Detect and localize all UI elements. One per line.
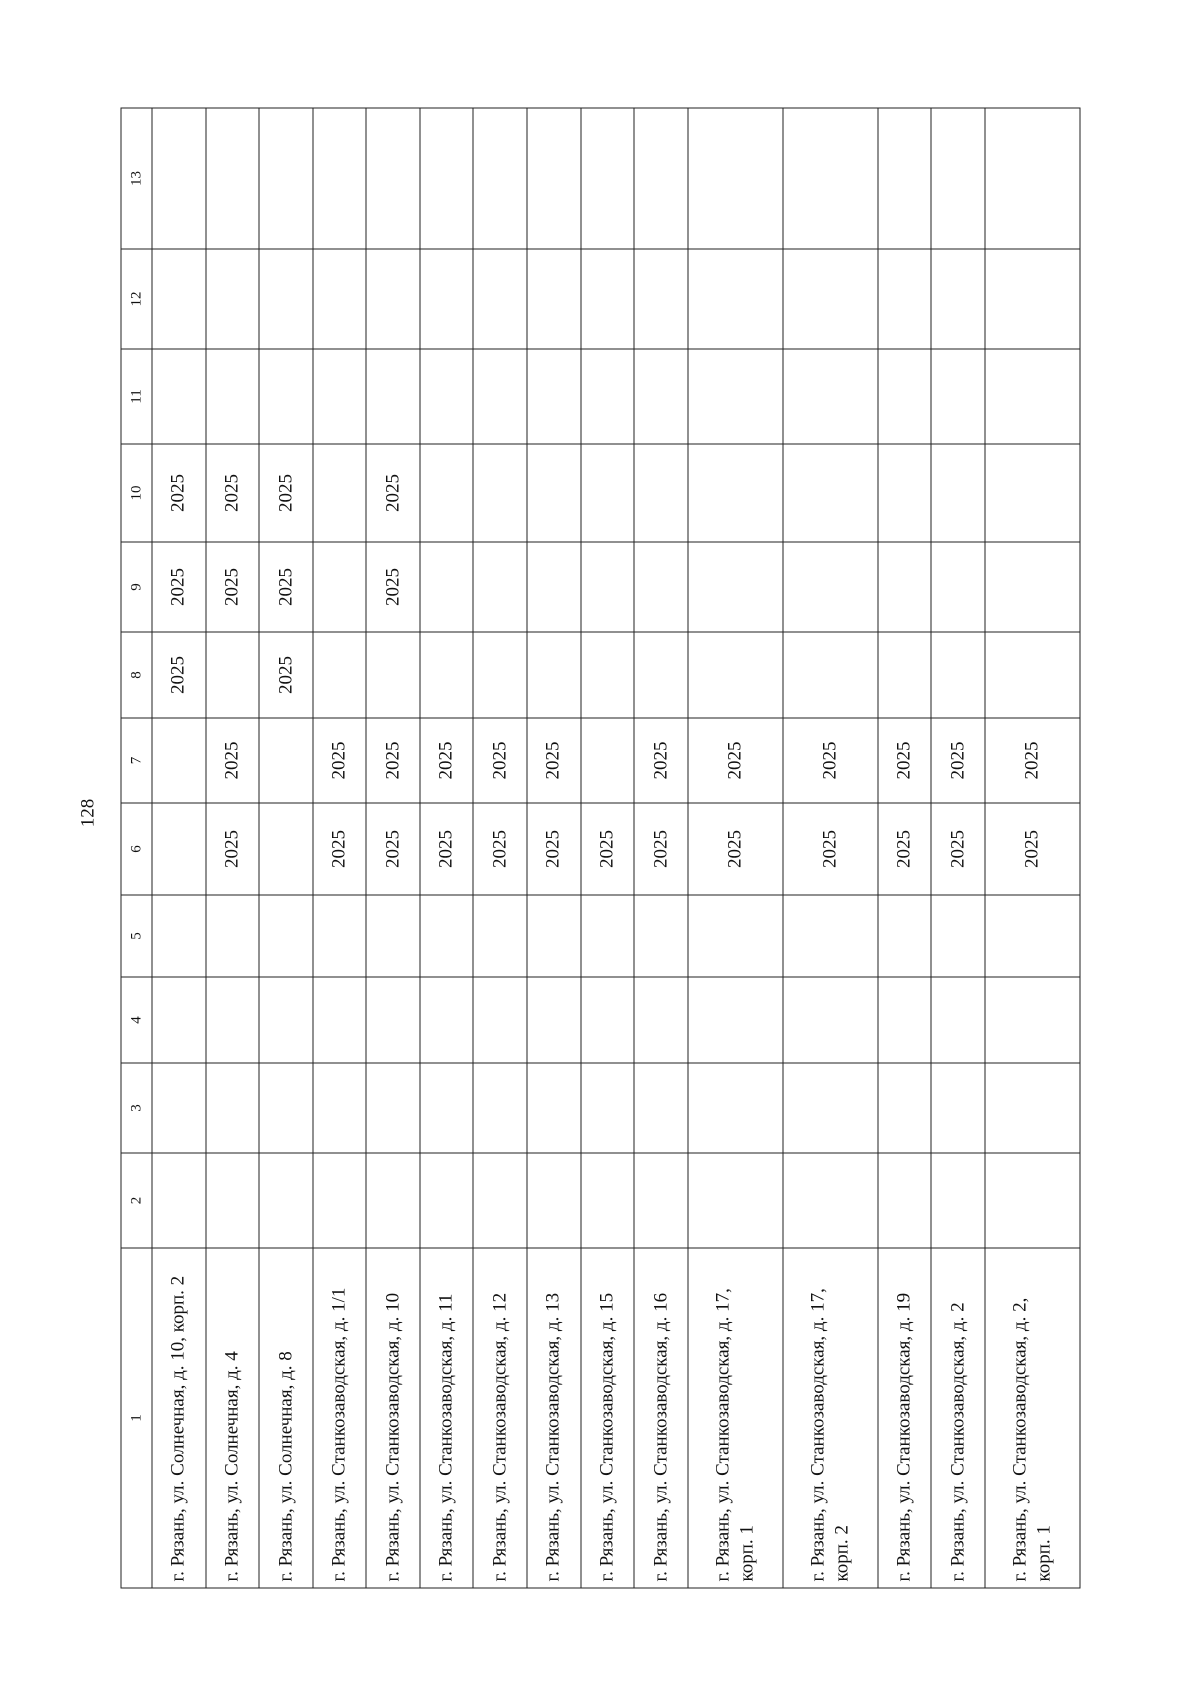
address-cell: г. Рязань, ул. Станкозаводская, д. 10 (366, 1248, 420, 1588)
year-cell (688, 895, 783, 977)
address-cell: г. Рязань, ул. Станкозаводская, д. 11 (420, 1248, 474, 1588)
year-cell (473, 542, 527, 632)
year-cell (206, 1063, 260, 1153)
year-cell: 2025 (985, 803, 1080, 895)
address-cell: г. Рязань, ул. Станкозаводская, д. 16 (634, 1248, 688, 1588)
year-cell (878, 977, 932, 1063)
year-cell (581, 1063, 635, 1153)
year-cell (313, 1153, 367, 1248)
year-cell (259, 1063, 313, 1153)
year-cell (634, 632, 688, 718)
year-cell (634, 1063, 688, 1153)
column-header: 5 (121, 895, 152, 977)
header-row (121, 108, 152, 1588)
year-cell (581, 349, 635, 444)
year-cell (985, 977, 1080, 1063)
year-cell (634, 249, 688, 349)
year-cell (527, 1063, 581, 1153)
table-row (420, 108, 474, 1588)
address-cell: г. Рязань, ул. Станкозаводская, д. 19 (878, 1248, 932, 1588)
year-cell (581, 895, 635, 977)
year-cell (783, 349, 878, 444)
year-cell (259, 895, 313, 977)
year-cell (878, 542, 932, 632)
address-cell: г. Рязань, ул. Станкозаводская, д. 1/1 (313, 1248, 367, 1588)
year-cell (527, 349, 581, 444)
year-cell (527, 977, 581, 1063)
year-cell: 2025 (420, 718, 474, 803)
year-cell (366, 349, 420, 444)
year-cell (688, 542, 783, 632)
year-cell (473, 108, 527, 249)
address-cell: г. Рязань, ул. Солнечная, д. 10, корп. 2 (152, 1248, 206, 1588)
column-header: 4 (121, 977, 152, 1063)
column-header: 7 (121, 718, 152, 803)
year-cell (527, 1153, 581, 1248)
year-cell (366, 1063, 420, 1153)
year-cell (420, 349, 474, 444)
address-cell: г. Рязань, ул. Станкозаводская, д. 13 (527, 1248, 581, 1588)
year-cell (527, 249, 581, 349)
year-cell (259, 1153, 313, 1248)
year-cell (581, 444, 635, 542)
year-cell: 2025 (152, 632, 206, 718)
year-cell: 2025 (527, 803, 581, 895)
year-cell (581, 249, 635, 349)
year-cell (985, 108, 1080, 249)
year-cell (688, 632, 783, 718)
year-cell (473, 1153, 527, 1248)
column-header: 13 (121, 108, 152, 249)
table-row (688, 108, 783, 1588)
year-cell: 2025 (259, 444, 313, 542)
year-cell (366, 249, 420, 349)
year-cell (152, 718, 206, 803)
year-cell (783, 1063, 878, 1153)
year-cell (313, 108, 367, 249)
schedule-table (121, 108, 1081, 1589)
year-cell: 2025 (783, 718, 878, 803)
year-cell (313, 349, 367, 444)
year-cell: 2025 (206, 542, 260, 632)
year-cell (313, 1063, 367, 1153)
year-cell (206, 349, 260, 444)
address-cell: г. Рязань, ул. Солнечная, д. 8 (259, 1248, 313, 1588)
year-cell (313, 632, 367, 718)
year-cell (985, 1153, 1080, 1248)
year-cell (985, 349, 1080, 444)
year-cell: 2025 (366, 718, 420, 803)
table-row (931, 108, 985, 1588)
year-cell (985, 632, 1080, 718)
year-cell (581, 977, 635, 1063)
year-cell (473, 632, 527, 718)
year-cell (366, 632, 420, 718)
year-cell: 2025 (985, 718, 1080, 803)
page-number-text: 128 (77, 798, 98, 828)
year-cell (206, 632, 260, 718)
year-cell (313, 895, 367, 977)
year-cell (420, 249, 474, 349)
year-cell (366, 108, 420, 249)
column-header: 1 (121, 1248, 152, 1588)
year-cell (634, 895, 688, 977)
year-cell (259, 249, 313, 349)
year-cell (783, 977, 878, 1063)
year-cell (259, 803, 313, 895)
year-cell (931, 1153, 985, 1248)
year-cell (527, 108, 581, 249)
year-cell (985, 1063, 1080, 1153)
year-cell (688, 1153, 783, 1248)
year-cell (473, 895, 527, 977)
year-cell (581, 1153, 635, 1248)
year-cell (259, 718, 313, 803)
year-cell (783, 542, 878, 632)
year-cell: 2025 (313, 718, 367, 803)
year-cell: 2025 (206, 444, 260, 542)
year-cell (420, 108, 474, 249)
year-cell: 2025 (473, 718, 527, 803)
year-cell (581, 718, 635, 803)
year-cell: 2025 (152, 542, 206, 632)
column-header: 9 (121, 542, 152, 632)
column-header: 6 (121, 803, 152, 895)
year-cell: 2025 (313, 803, 367, 895)
address-cell: г. Рязань, ул. Станкозаводская, д. 12 (473, 1248, 527, 1588)
year-cell: 2025 (206, 803, 260, 895)
column-header: 3 (121, 1063, 152, 1153)
year-cell (878, 895, 932, 977)
year-cell: 2025 (931, 718, 985, 803)
year-cell (783, 632, 878, 718)
year-cell: 2025 (527, 718, 581, 803)
year-cell (878, 349, 932, 444)
year-cell (581, 632, 635, 718)
year-cell (985, 444, 1080, 542)
year-cell (366, 977, 420, 1063)
column-header: 2 (121, 1153, 152, 1248)
year-cell (581, 108, 635, 249)
address-cell: г. Рязань, ул. Станкозаводская, д. 2 (931, 1248, 985, 1588)
table-row (206, 108, 260, 1588)
year-cell (985, 895, 1080, 977)
year-cell (527, 444, 581, 542)
year-cell (783, 444, 878, 542)
year-cell (313, 249, 367, 349)
year-cell (420, 542, 474, 632)
year-cell (527, 542, 581, 632)
year-cell (420, 895, 474, 977)
year-cell: 2025 (688, 718, 783, 803)
year-cell (527, 895, 581, 977)
table-row (259, 108, 313, 1588)
year-cell (313, 542, 367, 632)
year-cell: 2025 (206, 718, 260, 803)
address-cell: г. Рязань, ул. Станкозаводская, д. 17, корп. 2 (783, 1248, 878, 1588)
year-cell: 2025 (878, 718, 932, 803)
year-cell (420, 632, 474, 718)
year-cell (985, 249, 1080, 349)
column-header: 10 (121, 444, 152, 542)
year-cell (313, 977, 367, 1063)
table-row (581, 108, 635, 1588)
year-cell (931, 349, 985, 444)
year-cell (366, 1153, 420, 1248)
year-cell (783, 1153, 878, 1248)
address-cell: г. Рязань, ул. Солнечная, д. 4 (206, 1248, 260, 1588)
table-row (878, 108, 932, 1588)
year-cell (152, 249, 206, 349)
year-cell (581, 542, 635, 632)
year-cell (473, 249, 527, 349)
year-cell (931, 895, 985, 977)
year-cell (985, 542, 1080, 632)
year-cell (783, 895, 878, 977)
year-cell: 2025 (688, 803, 783, 895)
year-cell (688, 444, 783, 542)
year-cell (152, 803, 206, 895)
year-cell: 2025 (878, 803, 932, 895)
year-cell (783, 249, 878, 349)
year-cell (878, 1063, 932, 1153)
year-cell (152, 1153, 206, 1248)
year-cell (527, 632, 581, 718)
year-cell (206, 1153, 260, 1248)
year-cell (152, 1063, 206, 1153)
column-header: 11 (121, 349, 152, 444)
year-cell (878, 632, 932, 718)
year-cell (366, 895, 420, 977)
year-cell (473, 349, 527, 444)
year-cell (152, 349, 206, 444)
year-cell (688, 108, 783, 249)
year-cell (634, 444, 688, 542)
year-cell (152, 977, 206, 1063)
table-row (527, 108, 581, 1588)
year-cell: 2025 (366, 542, 420, 632)
year-cell: 2025 (152, 444, 206, 542)
year-cell (206, 108, 260, 249)
year-cell (634, 108, 688, 249)
table-row (985, 108, 1080, 1588)
year-cell (152, 895, 206, 977)
year-cell (931, 1063, 985, 1153)
year-cell (783, 108, 878, 249)
year-cell (259, 349, 313, 444)
table-row (783, 108, 878, 1588)
year-cell (420, 1153, 474, 1248)
year-cell: 2025 (581, 803, 635, 895)
year-cell (931, 632, 985, 718)
year-cell (634, 349, 688, 444)
year-cell (688, 249, 783, 349)
year-cell (420, 977, 474, 1063)
year-cell (931, 249, 985, 349)
year-cell: 2025 (366, 444, 420, 542)
address-cell: г. Рязань, ул. Станкозаводская, д. 17, корп. 1 (688, 1248, 783, 1588)
year-cell: 2025 (259, 542, 313, 632)
year-cell: 2025 (931, 803, 985, 895)
year-cell (634, 1153, 688, 1248)
year-cell (152, 108, 206, 249)
page-number (68, 793, 108, 833)
year-cell (206, 977, 260, 1063)
year-cell (473, 977, 527, 1063)
year-cell (634, 977, 688, 1063)
table-row (152, 108, 206, 1588)
table-row (366, 108, 420, 1588)
year-cell: 2025 (259, 632, 313, 718)
year-cell (931, 977, 985, 1063)
year-cell (420, 444, 474, 542)
year-cell: 2025 (473, 803, 527, 895)
year-cell (688, 349, 783, 444)
column-header: 12 (121, 249, 152, 349)
year-cell (878, 444, 932, 542)
year-cell (878, 1153, 932, 1248)
year-cell (634, 542, 688, 632)
year-cell (473, 1063, 527, 1153)
year-cell (931, 444, 985, 542)
year-cell (688, 977, 783, 1063)
year-cell (206, 895, 260, 977)
year-cell: 2025 (366, 803, 420, 895)
year-cell: 2025 (420, 803, 474, 895)
year-cell (259, 108, 313, 249)
column-header: 8 (121, 632, 152, 718)
year-cell (473, 444, 527, 542)
table-row (313, 108, 367, 1588)
year-cell (420, 1063, 474, 1153)
address-cell: г. Рязань, ул. Станкозаводская, д. 15 (581, 1248, 635, 1588)
year-cell (878, 108, 932, 249)
year-cell: 2025 (634, 718, 688, 803)
year-cell (931, 542, 985, 632)
year-cell (259, 977, 313, 1063)
year-cell (313, 444, 367, 542)
year-cell (878, 249, 932, 349)
address-cell: г. Рязань, ул. Станкозаводская, д. 2, корп. 1 (985, 1248, 1080, 1588)
table-row (473, 108, 527, 1588)
table-body (121, 108, 1080, 1588)
year-cell: 2025 (634, 803, 688, 895)
year-cell: 2025 (783, 803, 878, 895)
table-row (634, 108, 688, 1588)
year-cell (688, 1063, 783, 1153)
year-cell (931, 108, 985, 249)
year-cell (206, 249, 260, 349)
